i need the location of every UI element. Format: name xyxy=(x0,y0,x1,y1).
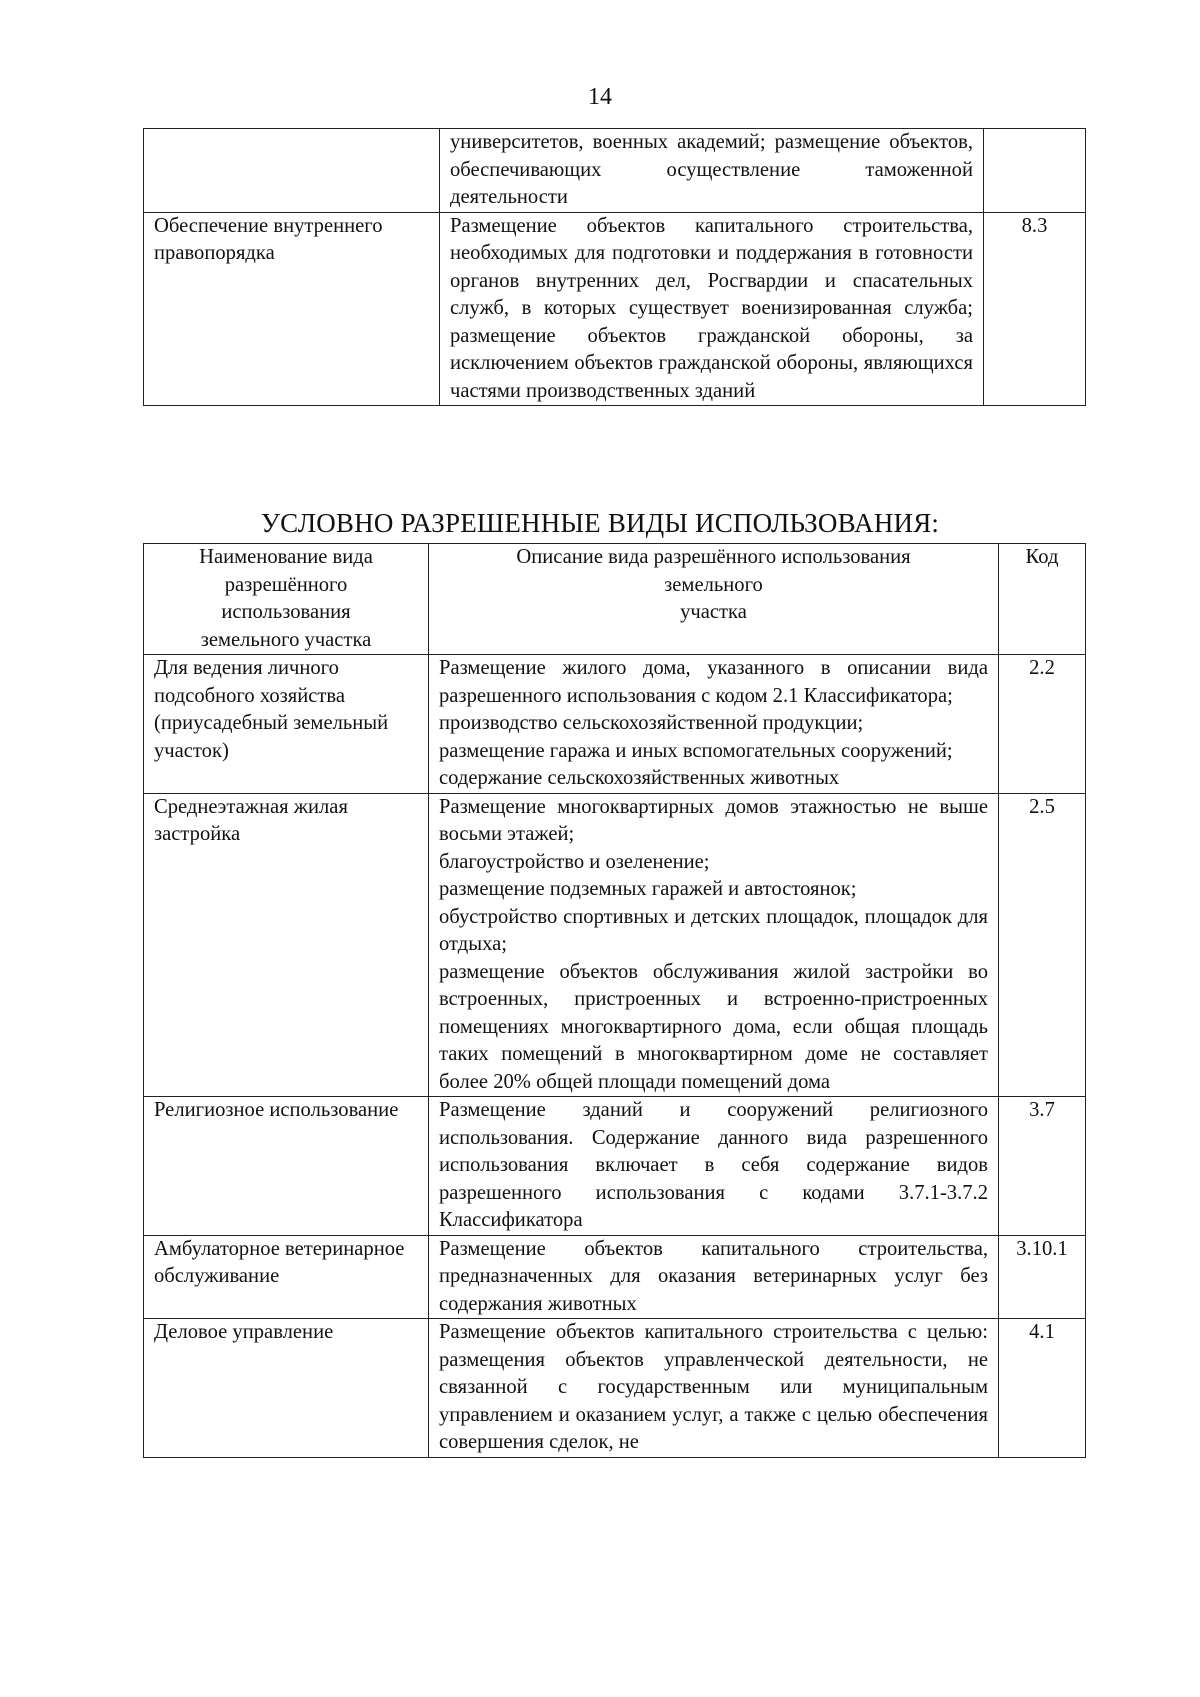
header-name-cell xyxy=(144,544,429,655)
header-description-line: участка xyxy=(680,601,747,623)
table-row xyxy=(144,1235,1086,1319)
use-code-cell: 2.5 xyxy=(999,793,1086,1097)
description-line: благоустройство и озеленение; xyxy=(439,850,710,873)
use-description-cell xyxy=(429,655,999,794)
use-description-cell xyxy=(429,1319,999,1458)
use-code-cell: 3.7 xyxy=(999,1097,1086,1236)
use-name-cell xyxy=(144,129,440,213)
header-description-cell xyxy=(429,544,999,655)
table-row xyxy=(144,212,1086,406)
description-line: Размещение объектов капитального строительства с целью: размещения объектов управленческой деятельности, не связанной с государственным или муниципальным управлением и оказанием услуг, а также с целью обеспечения совершения сделок, не xyxy=(439,1321,988,1453)
use-description-cell xyxy=(429,1097,999,1236)
use-description-cell xyxy=(429,1235,999,1319)
use-description-cell: Размещение объектов капитального строительства, необходимых для подготовки и поддержания в готовности органов внутренних дел, Росгвардии и спасательных служб, в которых существует военизированная служба; размещение объектов гражданской обороны, за исключением объектов гражданской обороны, являющихся частями производственных зданий xyxy=(440,212,984,406)
table-row xyxy=(144,1319,1086,1458)
description-line: Размещение зданий и сооружений религиозного использования. Содержание данного вида разрешенного использования включает в себя содержание видов разрешенного использования с кодами 3.7.1-3.7.2 Классификатора xyxy=(439,1099,988,1231)
table-row xyxy=(144,129,1086,213)
page-number: 14 xyxy=(588,84,612,110)
description-line: обустройство спортивных и детских площадок, площадок для отдыха; xyxy=(439,905,988,955)
section-title: УСЛОВНО РАЗРЕШЕННЫЕ ВИДЫ ИСПОЛЬЗОВАНИЯ: xyxy=(260,508,940,538)
use-name-cell: Обеспечение внутреннего правопорядка xyxy=(144,212,440,406)
use-code-cell: 4.1 xyxy=(999,1319,1086,1458)
description-line: размещение подземных гаражей и автостоянок; xyxy=(439,878,857,900)
table-row xyxy=(144,1097,1086,1236)
table-row xyxy=(144,655,1086,794)
table-row xyxy=(144,793,1086,1097)
use-name-cell: Амбулаторное ветеринарное обслуживание xyxy=(144,1235,429,1319)
use-code-cell xyxy=(984,129,1086,213)
use-name-cell: Деловое управление xyxy=(144,1319,429,1458)
use-name-cell: Для ведения личного подсобного хозяйства (приусадебный земельный участок) xyxy=(144,655,429,794)
use-name-cell: Религиозное использование xyxy=(144,1097,429,1236)
header-name-line: использования xyxy=(221,601,351,623)
description-line: Размещение объектов капитального строительства, предназначенных для оказания ветеринарных услуг без содержания животных xyxy=(439,1237,988,1315)
conditional-uses-table xyxy=(143,543,1086,1458)
description-line: размещение объектов обслуживания жилой застройки во встроенных, пристроенных и встроенно-пристроенных помещениях многоквартирного дома, если общая площадь таких помещений в многоквартирном доме не составляет более 20% общей площади помещений дома xyxy=(439,960,988,1093)
description-line: Размещение жилого дома, указанного в описании вида разрешенного использования с кодом 2.1 Классификатора; xyxy=(439,657,988,707)
description-line: производство сельскохозяйственной продукции; xyxy=(439,712,864,734)
description-line: размещение гаража и иных вспомогательных сооружений; xyxy=(439,739,953,762)
header-name-line: разрешённого xyxy=(224,573,348,596)
description-line: Размещение многоквартирных домов этажностью не выше восьми этажей; xyxy=(439,795,988,845)
permitted-uses-table-continued xyxy=(143,128,1086,406)
use-description-cell xyxy=(429,793,999,1097)
header-description-line: земельного xyxy=(664,573,763,596)
header-name-line: земельного участка xyxy=(200,628,372,651)
use-code-cell: 8.3 xyxy=(984,212,1086,406)
header-name-line: Наименование вида xyxy=(199,546,373,568)
use-code-cell: 3.10.1 xyxy=(999,1235,1086,1319)
use-name-cell: Среднеэтажная жилая застройка xyxy=(144,793,429,1097)
description-line: содержание сельскохозяйственных животных xyxy=(439,767,840,789)
table-header-row xyxy=(144,544,1086,655)
header-description-line: Описание вида разрешённого использования xyxy=(516,546,911,568)
header-code-cell: Код xyxy=(999,544,1086,655)
use-code-cell: 2.2 xyxy=(999,655,1086,794)
use-description-cell: университетов, военных академий; размещение объектов, обеспечивающих осуществление таможенной деятельности xyxy=(440,129,984,213)
